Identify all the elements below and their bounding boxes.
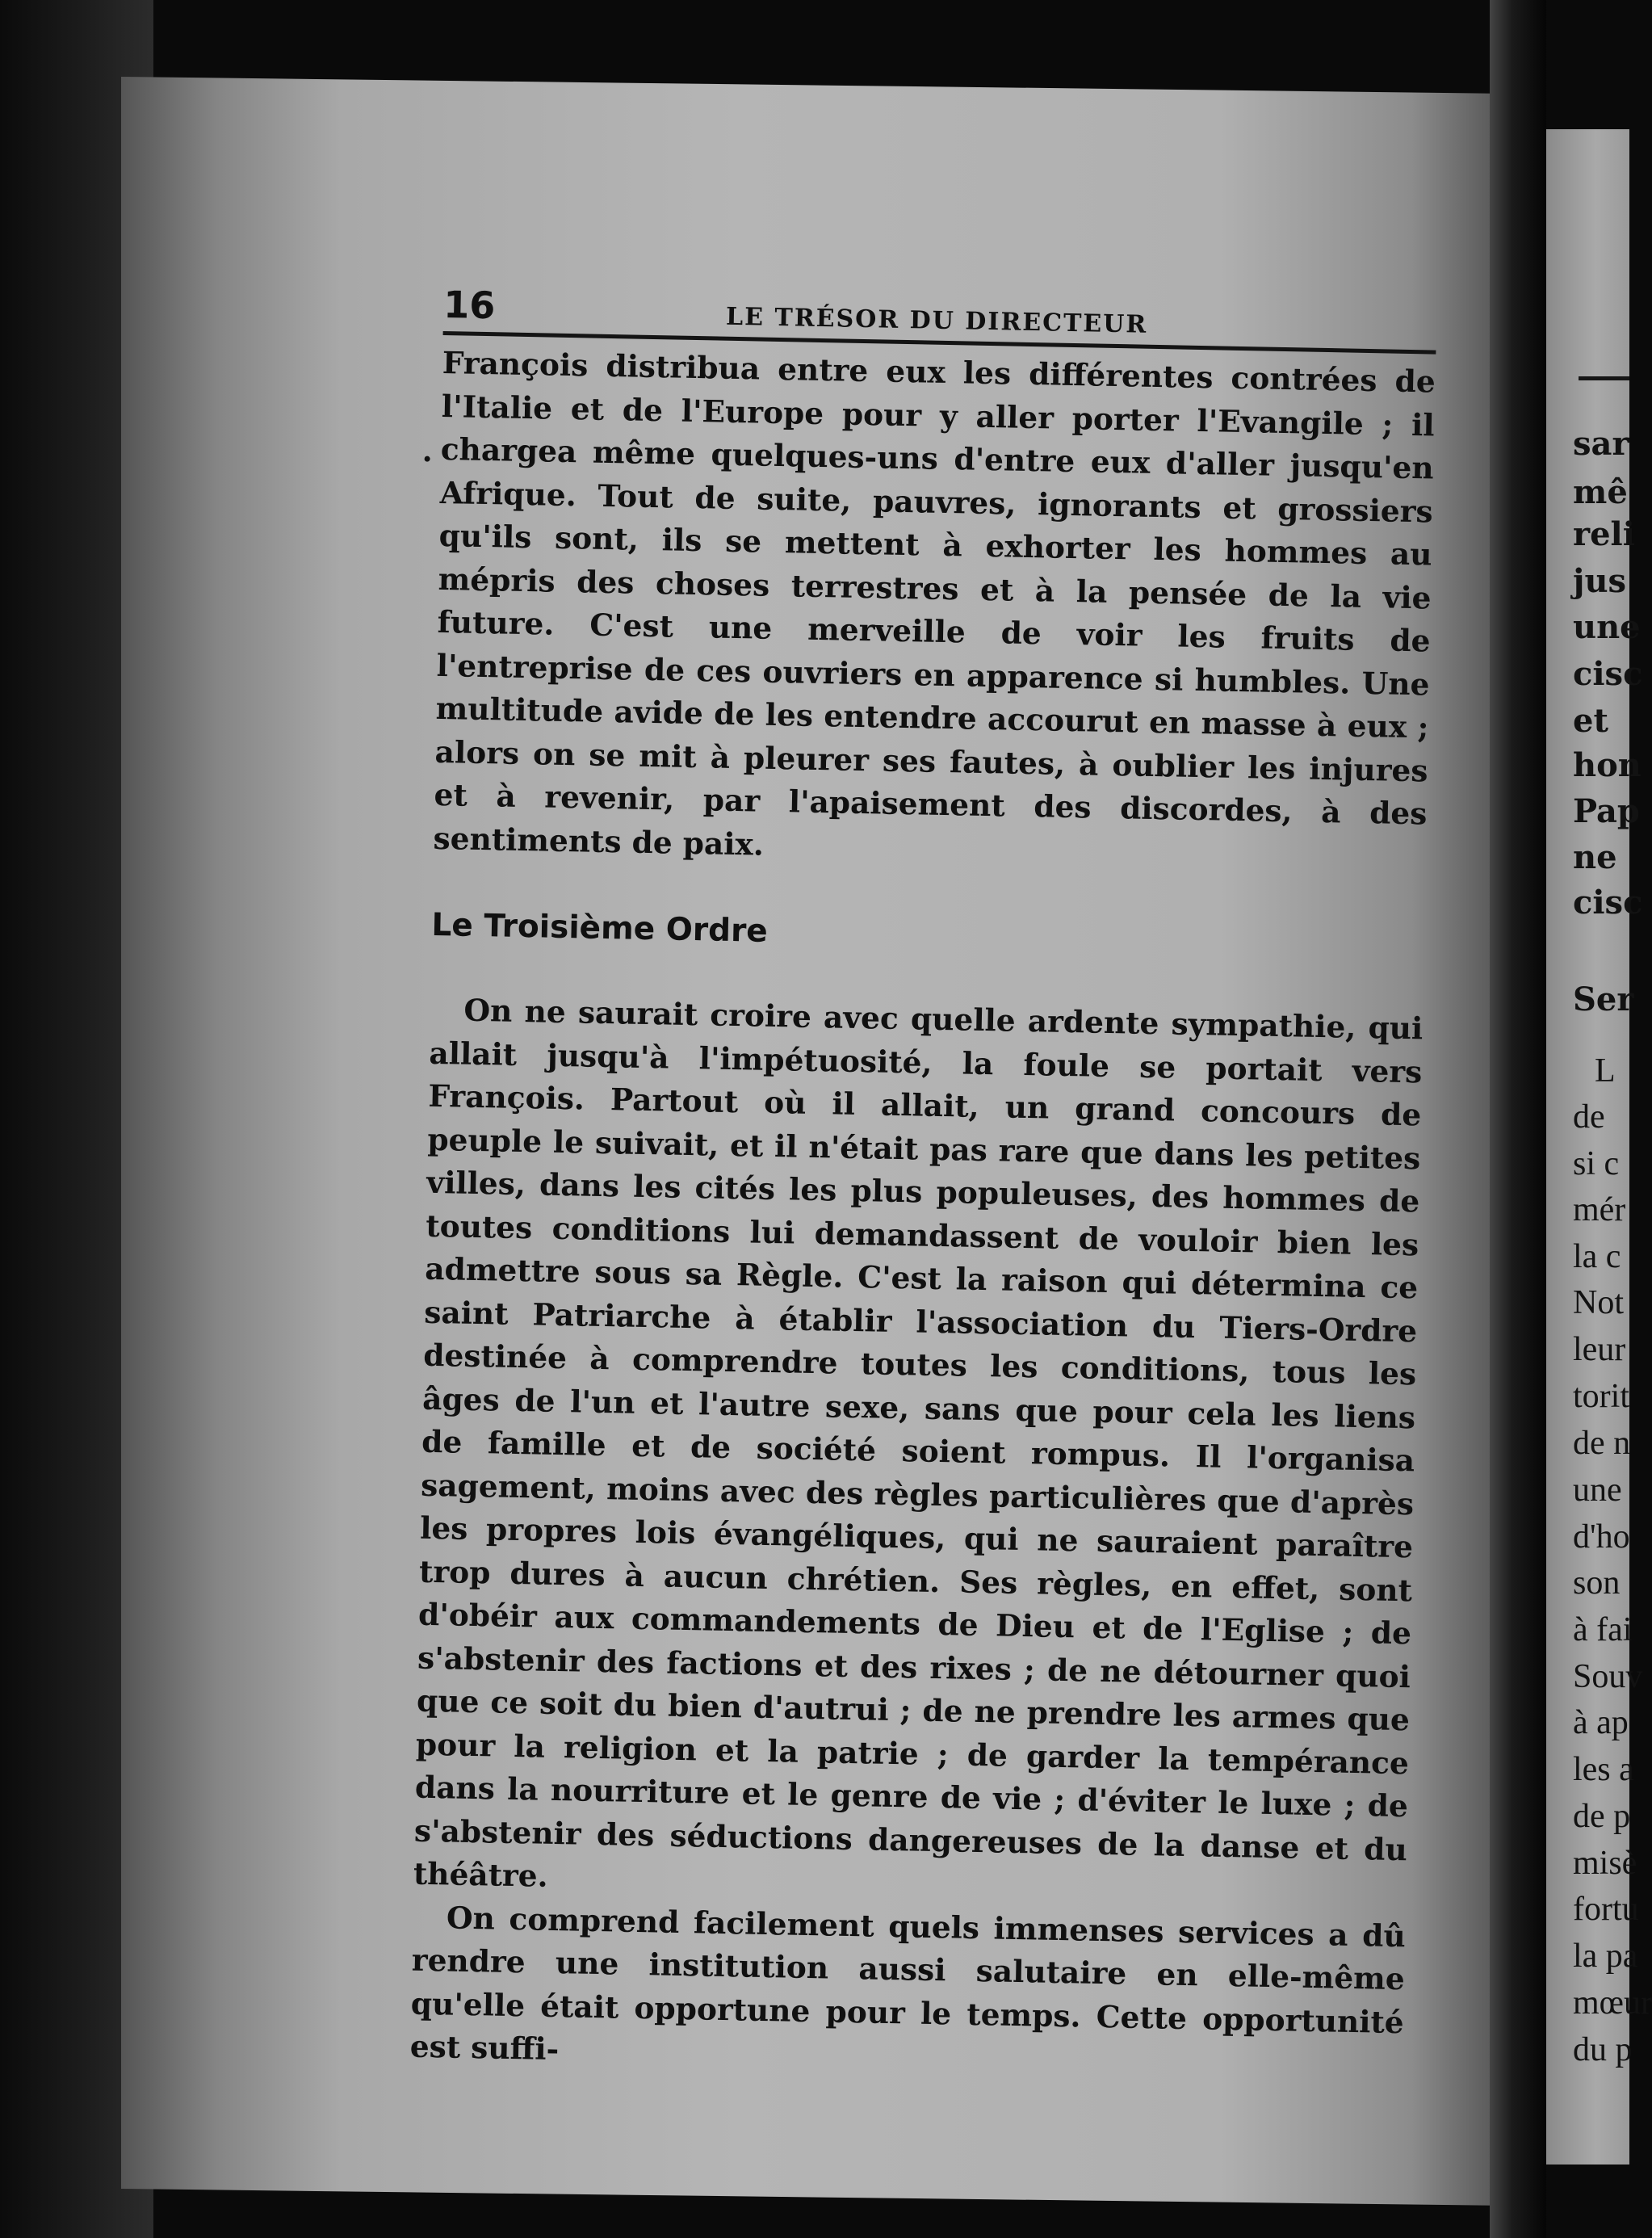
adjacent-page-line: du p xyxy=(1573,2031,1633,2068)
adjacent-page-line: une xyxy=(1573,1472,1622,1509)
adjacent-page-line: Souv xyxy=(1573,1658,1643,1695)
adjacent-page-line: une xyxy=(1573,608,1641,646)
paragraph-services: On comprend facilement quels immenses services a dû rendre une institution aussi salutaire en elle-même qu'elle était opportune pour le temps. Cette opportunité est suffi- xyxy=(409,1899,1407,2068)
adjacent-page-line: Not xyxy=(1573,1284,1624,1321)
adjacent-page-line: Pap xyxy=(1573,792,1640,830)
adjacent-page-line: ne xyxy=(1573,838,1617,876)
adjacent-page-line: les a xyxy=(1573,1751,1634,1788)
adjacent-page-rule xyxy=(1579,376,1629,380)
running-head: LE TRÉSOR DU DIRECTEUR xyxy=(725,302,1148,339)
book-gutter xyxy=(1490,0,1546,2238)
adjacent-page-line: mœur xyxy=(1573,1984,1652,2022)
page-number: 16 xyxy=(442,282,496,328)
page-content xyxy=(409,275,1436,2088)
adjacent-page-line: cisc xyxy=(1573,884,1643,922)
adjacent-page-line: leur xyxy=(1573,1331,1626,1368)
adjacent-page-line: de xyxy=(1573,1098,1605,1136)
adjacent-page-line: la c xyxy=(1573,1238,1621,1275)
adjacent-page-line: hon xyxy=(1573,746,1642,784)
margin-mark xyxy=(425,456,430,462)
adjacent-page-line: la pa xyxy=(1573,1938,1638,1975)
adjacent-page-line: de p xyxy=(1573,1798,1631,1835)
adjacent-page-line: de n xyxy=(1573,1425,1631,1462)
adjacent-page-line: cisc xyxy=(1573,655,1643,693)
adjacent-page-line: misè xyxy=(1573,1845,1637,1882)
section-title: Le Troisième Ordre xyxy=(431,906,769,950)
adjacent-page-line: et xyxy=(1573,702,1608,740)
adjacent-page-line: sar xyxy=(1573,425,1629,463)
adjacent-page-line: reli xyxy=(1573,515,1635,553)
adjacent-page-line: à fai xyxy=(1573,1611,1633,1648)
paragraph-intro: François distribua entre eux les différentes contrées de l'Italie et de l'Europe pour y aller porter l'Evangile ; il chargea même quelques-uns d'entre eux d'aller jusqu'en Afrique. Tout de suite, pauvres, ignorants et grossiers qu'ils sont, ils se mettent à exhorter les hommes au mépris des choses terrestres et à la pensée de la vie future. C'est une merveille de voir les fruits de l'entreprise de ces ouvriers en apparence si humbles. Une multitude avide de les entendre accourut en masse à eux ; alors on se mit à pleurer ses fautes, à oublier les injures et à revenir, par l'apaisement des discordes, à des sentiments de paix. xyxy=(433,344,1436,863)
adjacent-page-line: L xyxy=(1595,1052,1616,1090)
adjacent-page-line: fortu xyxy=(1573,1891,1639,1928)
adjacent-page-line: si c xyxy=(1573,1145,1620,1182)
adjacent-page-line: d'ho xyxy=(1573,1518,1630,1556)
adjacent-page-line: torit xyxy=(1573,1378,1629,1415)
adjacent-page-line: à ap xyxy=(1573,1704,1629,1741)
adjacent-page-line: son xyxy=(1573,1564,1621,1602)
adjacent-page-line: mê xyxy=(1573,473,1628,511)
adjacent-page-line: Ser xyxy=(1573,980,1634,1018)
paragraph-tiers-ordre: On ne saurait croire avec quelle ardente sympathie, qui allait jusqu'à l'impétuosité, la foule se portait vers François. Partout où il allait, un grand concours de peuple le suivait, et il n'était pas rare que dans les petites villes, dans les cités les plus populeuses, des hommes de toutes conditions lui demandassent de vouloir bien les admettre sous sa Règle. C'est la raison qui détermina ce saint Patriarche à établir l'association du Tiers-Ordre destinée à comprendre toutes les conditions, tous les âges de l'un et l'autre sexe, sans que pour cela les liens de famille et de société soient rompus. Il l'organisa sagement, moins avec des règles particulières que d'après les propres lois évangéliques, qui ne sauraient paraître trop dures à aucun chrétien. Ses règles, en effet, sont d'obéir aux commandements de Dieu et de l'Eglise ; de s'abstenir des factions et des rixes ; de ne détourner quoi que ce soit du bien d'autrui ; de ne prendre les armes que pour la religion et la patrie ; de garder la tempérance dans la nourriture et le genre de vie ; d'éviter le luxe ; de s'abstenir des séductions dangereuses de la danse et du théâtre. xyxy=(413,992,1423,1894)
adjacent-page-line: mér xyxy=(1573,1191,1626,1228)
adjacent-page-line: jus xyxy=(1573,562,1627,600)
